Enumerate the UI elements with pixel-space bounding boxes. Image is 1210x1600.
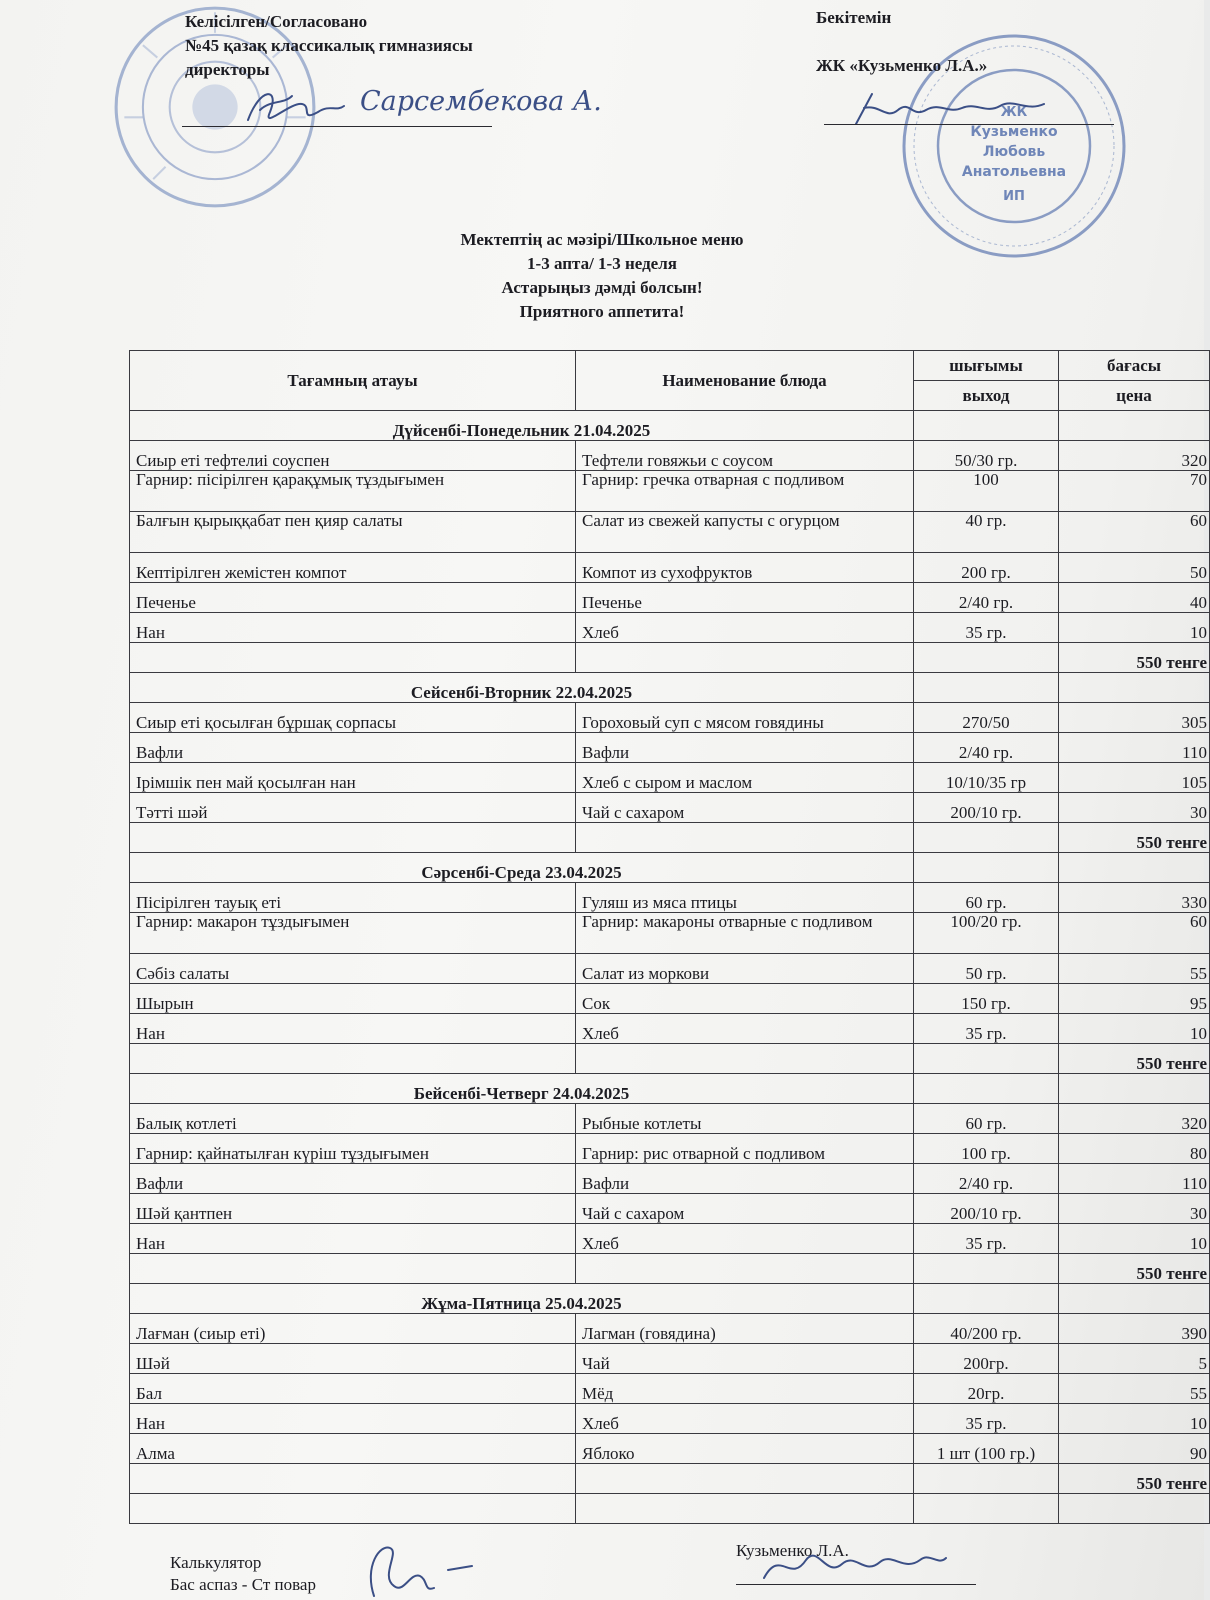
empty-cell bbox=[914, 1284, 1059, 1314]
menu-item-row bbox=[130, 471, 1210, 512]
approval-right-line2: ЖК «Кузьменко Л.А.» bbox=[816, 56, 988, 75]
dish-price: 55 bbox=[1059, 1374, 1210, 1404]
dish-yield: 100 bbox=[914, 471, 1059, 512]
empty-cell bbox=[1059, 1494, 1210, 1524]
dish-name-ru: Гарнир: рис отварной с подливом bbox=[576, 1134, 914, 1164]
menu-title: Мектептің ас мәзірі/Школьное меню bbox=[460, 230, 744, 249]
day-total: 550 тенге bbox=[1059, 1044, 1210, 1074]
dish-yield: 100/20 гр. bbox=[914, 913, 1059, 954]
dish-price: 30 bbox=[1059, 793, 1210, 823]
menu-item-row bbox=[130, 553, 1210, 583]
footer-role-calculator: Калькулятор bbox=[170, 1553, 262, 1572]
dish-price: 10 bbox=[1059, 1224, 1210, 1254]
header-price-ru: цена bbox=[1059, 381, 1210, 411]
dish-name-kz: Кептірілген жемістен компот bbox=[130, 553, 576, 583]
empty-cell bbox=[130, 1464, 576, 1494]
empty-cell bbox=[130, 1044, 576, 1074]
footer-left bbox=[170, 1552, 316, 1596]
menu-item-row bbox=[130, 954, 1210, 984]
empty-cell bbox=[576, 1494, 914, 1524]
empty-cell bbox=[576, 1464, 914, 1494]
header-name-ru: Наименование блюда bbox=[576, 351, 914, 411]
empty-row bbox=[130, 1494, 1210, 1524]
dish-yield: 40 гр. bbox=[914, 512, 1059, 553]
dish-price: 90 bbox=[1059, 1434, 1210, 1464]
dish-name-kz: Нан bbox=[130, 1014, 576, 1044]
day-title: Бейсенбі-Четверг 24.04.2025 bbox=[130, 1074, 914, 1104]
menu-item-row bbox=[130, 1194, 1210, 1224]
dish-yield: 200/10 гр. bbox=[914, 793, 1059, 823]
menu-item-row bbox=[130, 733, 1210, 763]
dish-name-ru: Тефтели говяжьи с соусом bbox=[576, 441, 914, 471]
dish-name-kz: Ірімшік пен май қосылған нан bbox=[130, 763, 576, 793]
dish-name-kz: Печенье bbox=[130, 583, 576, 613]
day-total-row bbox=[130, 823, 1210, 853]
dish-yield: 60 гр. bbox=[914, 883, 1059, 913]
menu-item-row bbox=[130, 583, 1210, 613]
dish-name-ru: Хлеб bbox=[576, 1014, 914, 1044]
dish-name-kz: Вафли bbox=[130, 1164, 576, 1194]
menu-table bbox=[129, 350, 1210, 1524]
dish-yield: 200/10 гр. bbox=[914, 1194, 1059, 1224]
menu-item-row bbox=[130, 1374, 1210, 1404]
menu-item-row bbox=[130, 1134, 1210, 1164]
menu-item-row bbox=[130, 1314, 1210, 1344]
approval-left-line2: №45 қазақ классикалық гимназиясы bbox=[185, 36, 473, 55]
day-total: 550 тенге bbox=[1059, 1254, 1210, 1284]
day-header-row bbox=[130, 1284, 1210, 1314]
dish-price: 55 bbox=[1059, 954, 1210, 984]
empty-cell bbox=[1059, 673, 1210, 703]
day-total-row bbox=[130, 1254, 1210, 1284]
dish-yield: 2/40 гр. bbox=[914, 583, 1059, 613]
day-total-row bbox=[130, 1044, 1210, 1074]
dish-name-ru: Гарнир: макароны отварные с подливом bbox=[576, 913, 914, 954]
dish-name-ru: Рыбные котлеты bbox=[576, 1104, 914, 1134]
dish-price: 70 bbox=[1059, 471, 1210, 512]
table-header-row bbox=[130, 351, 1210, 381]
empty-cell bbox=[914, 1494, 1059, 1524]
dish-price: 10 bbox=[1059, 613, 1210, 643]
dish-price: 110 bbox=[1059, 1164, 1210, 1194]
dish-price: 320 bbox=[1059, 441, 1210, 471]
dish-name-kz: Нан bbox=[130, 1224, 576, 1254]
dish-yield: 60 гр. bbox=[914, 1104, 1059, 1134]
director-signature-name: Сарсембекова А. bbox=[360, 86, 602, 117]
menu-item-row bbox=[130, 1434, 1210, 1464]
empty-cell bbox=[576, 1254, 914, 1284]
director-signature-line bbox=[182, 126, 492, 127]
dish-name-ru: Гороховый суп с мясом говядины bbox=[576, 703, 914, 733]
dish-name-ru: Гуляш из мяса птицы bbox=[576, 883, 914, 913]
footer-right-name: Кузьменко Л.А. bbox=[736, 1541, 849, 1560]
dish-name-ru: Мёд bbox=[576, 1374, 914, 1404]
empty-cell bbox=[1059, 411, 1210, 441]
empty-cell bbox=[914, 643, 1059, 673]
empty-cell bbox=[914, 1074, 1059, 1104]
dish-name-ru: Салат из моркови bbox=[576, 954, 914, 984]
dish-price: 60 bbox=[1059, 512, 1210, 553]
approval-right-line1: Бекітемін bbox=[816, 8, 892, 27]
dish-name-ru: Хлеб bbox=[576, 1224, 914, 1254]
empty-cell bbox=[914, 823, 1059, 853]
ip-signature bbox=[850, 84, 1050, 136]
dish-name-ru: Чай с сахаром bbox=[576, 793, 914, 823]
empty-cell bbox=[576, 823, 914, 853]
day-header-row bbox=[130, 1074, 1210, 1104]
header-name-kz: Тағамның атауы bbox=[130, 351, 576, 411]
dish-yield: 200гр. bbox=[914, 1344, 1059, 1374]
dish-price: 320 bbox=[1059, 1104, 1210, 1134]
dish-name-ru: Хлеб bbox=[576, 1404, 914, 1434]
dish-name-kz: Балғын қырыққабат пен қияр салаты bbox=[130, 512, 576, 553]
empty-cell bbox=[1059, 1074, 1210, 1104]
footer-right-signature-line bbox=[736, 1584, 976, 1585]
dish-name-kz: Пісірілген тауық еті bbox=[130, 883, 576, 913]
dish-price: 50 bbox=[1059, 553, 1210, 583]
dish-name-ru: Чай с сахаром bbox=[576, 1194, 914, 1224]
day-title: Сейсенбі-Вторник 22.04.2025 bbox=[130, 673, 914, 703]
dish-name-kz: Алма bbox=[130, 1434, 576, 1464]
dish-name-ru: Чай bbox=[576, 1344, 914, 1374]
dish-yield: 2/40 гр. bbox=[914, 733, 1059, 763]
stamp-text-patronymic: Анатольевна bbox=[961, 164, 1067, 180]
empty-cell bbox=[576, 643, 914, 673]
dish-name-ru: Хлеб с сыром и маслом bbox=[576, 763, 914, 793]
dish-yield: 50 гр. bbox=[914, 954, 1059, 984]
approval-right bbox=[816, 6, 987, 78]
dish-name-ru: Хлеб bbox=[576, 613, 914, 643]
dish-yield: 2/40 гр. bbox=[914, 1164, 1059, 1194]
empty-cell bbox=[576, 1044, 914, 1074]
dish-name-ru: Вафли bbox=[576, 733, 914, 763]
dish-name-ru: Печенье bbox=[576, 583, 914, 613]
ip-signature-line bbox=[824, 124, 1114, 125]
header-price-kz: бағасы bbox=[1059, 351, 1210, 381]
empty-cell bbox=[914, 853, 1059, 883]
menu-wish-ru: Приятного аппетита! bbox=[519, 302, 685, 321]
day-total-row bbox=[130, 1464, 1210, 1494]
day-title: Жұма-Пятница 25.04.2025 bbox=[130, 1284, 914, 1314]
dish-yield: 50/30 гр. bbox=[914, 441, 1059, 471]
dish-yield: 40/200 гр. bbox=[914, 1314, 1059, 1344]
dish-yield: 100 гр. bbox=[914, 1134, 1059, 1164]
dish-yield: 1 шт (100 гр.) bbox=[914, 1434, 1059, 1464]
menu-item-row bbox=[130, 1014, 1210, 1044]
stamp-text-first-name: Любовь bbox=[982, 144, 1046, 160]
day-title: Дүйсенбі-Понедельник 21.04.2025 bbox=[130, 411, 914, 441]
dish-price: 330 bbox=[1059, 883, 1210, 913]
dish-name-kz: Лағман (сиыр еті) bbox=[130, 1314, 576, 1344]
dish-name-ru: Яблоко bbox=[576, 1434, 914, 1464]
menu-item-row bbox=[130, 984, 1210, 1014]
header-yield-kz: шығымы bbox=[914, 351, 1059, 381]
menu-week: 1-3 апта/ 1-3 неделя bbox=[527, 254, 677, 273]
empty-cell bbox=[914, 673, 1059, 703]
dish-name-ru: Вафли bbox=[576, 1164, 914, 1194]
menu-item-row bbox=[130, 1164, 1210, 1194]
stamp-text-ip: ИП bbox=[1003, 189, 1025, 204]
empty-cell bbox=[914, 1254, 1059, 1284]
dish-name-ru: Салат из свежей капусты с огурцом bbox=[576, 512, 914, 553]
dish-price: 390 bbox=[1059, 1314, 1210, 1344]
approval-left-line3: директоры bbox=[185, 60, 270, 79]
menu-title-block bbox=[0, 228, 1204, 324]
menu-item-row bbox=[130, 703, 1210, 733]
day-total-row bbox=[130, 643, 1210, 673]
stamp-text-surname: Кузьменко bbox=[970, 124, 1058, 140]
dish-name-kz: Тәтті шәй bbox=[130, 793, 576, 823]
day-header-row bbox=[130, 853, 1210, 883]
dish-name-kz: Сиыр еті тефтелиі соуспен bbox=[130, 441, 576, 471]
dish-price: 80 bbox=[1059, 1134, 1210, 1164]
empty-cell bbox=[1059, 1284, 1210, 1314]
menu-item-row bbox=[130, 1344, 1210, 1374]
menu-item-row bbox=[130, 613, 1210, 643]
dish-price: 105 bbox=[1059, 763, 1210, 793]
empty-cell bbox=[914, 1464, 1059, 1494]
dish-name-kz: Балық котлеті bbox=[130, 1104, 576, 1134]
stamp-text-zhk: ЖК bbox=[1000, 105, 1028, 120]
dish-name-kz: Шәй bbox=[130, 1344, 576, 1374]
empty-cell bbox=[130, 1494, 576, 1524]
dish-yield: 35 гр. bbox=[914, 1014, 1059, 1044]
dish-name-kz: Гарнир: қайнатылған күріш тұздығымен bbox=[130, 1134, 576, 1164]
day-title: Сәрсенбі-Среда 23.04.2025 bbox=[130, 853, 914, 883]
menu-item-row bbox=[130, 1104, 1210, 1134]
empty-cell bbox=[130, 643, 576, 673]
dish-name-kz: Сәбіз салаты bbox=[130, 954, 576, 984]
dish-name-kz: Нан bbox=[130, 613, 576, 643]
day-total: 550 тенге bbox=[1059, 1464, 1210, 1494]
dish-price: 5 bbox=[1059, 1344, 1210, 1374]
day-total: 550 тенге bbox=[1059, 643, 1210, 673]
dish-price: 10 bbox=[1059, 1014, 1210, 1044]
menu-item-row bbox=[130, 1224, 1210, 1254]
menu-wish-kz: Астарыңыз дәмді болсын! bbox=[501, 278, 703, 297]
empty-cell bbox=[914, 1044, 1059, 1074]
dish-price: 110 bbox=[1059, 733, 1210, 763]
footer-role-cook: Бас аспаз - Ст повар bbox=[170, 1575, 316, 1594]
empty-cell bbox=[1059, 853, 1210, 883]
dish-name-kz: Вафли bbox=[130, 733, 576, 763]
approval-left-line1: Келісілген/Согласовано bbox=[185, 12, 368, 31]
menu-item-row bbox=[130, 883, 1210, 913]
dish-name-ru: Компот из сухофруктов bbox=[576, 553, 914, 583]
dish-yield: 10/10/35 гр bbox=[914, 763, 1059, 793]
dish-yield: 35 гр. bbox=[914, 1404, 1059, 1434]
dish-price: 10 bbox=[1059, 1404, 1210, 1434]
menu-item-row bbox=[130, 913, 1210, 954]
day-total: 550 тенге bbox=[1059, 823, 1210, 853]
dish-name-kz: Нан bbox=[130, 1404, 576, 1434]
menu-item-row bbox=[130, 512, 1210, 553]
empty-cell bbox=[130, 1254, 576, 1284]
dish-yield: 270/50 bbox=[914, 703, 1059, 733]
dish-price: 95 bbox=[1059, 984, 1210, 1014]
dish-name-kz: Сиыр еті қосылған бұршақ сорпасы bbox=[130, 703, 576, 733]
dish-yield: 20гр. bbox=[914, 1374, 1059, 1404]
dish-name-ru: Лагман (говядина) bbox=[576, 1314, 914, 1344]
dish-price: 305 bbox=[1059, 703, 1210, 733]
dish-price: 40 bbox=[1059, 583, 1210, 613]
dish-name-kz: Гарнир: пісірілген қарақұмық тұздығымен bbox=[130, 471, 576, 512]
director-signature bbox=[240, 82, 350, 132]
day-header-row bbox=[130, 673, 1210, 703]
header-yield-ru: выход bbox=[914, 381, 1059, 411]
dish-name-kz: Бал bbox=[130, 1374, 576, 1404]
menu-item-row bbox=[130, 441, 1210, 471]
dish-price: 30 bbox=[1059, 1194, 1210, 1224]
dish-name-kz: Шырын bbox=[130, 984, 576, 1014]
day-header-row bbox=[130, 411, 1210, 441]
dish-name-ru: Гарнир: гречка отварная с подливом bbox=[576, 471, 914, 512]
empty-cell bbox=[914, 411, 1059, 441]
footer-right-signature bbox=[760, 1538, 950, 1588]
menu-item-row bbox=[130, 1404, 1210, 1434]
dish-yield: 35 гр. bbox=[914, 1224, 1059, 1254]
dish-yield: 150 гр. bbox=[914, 984, 1059, 1014]
dish-yield: 200 гр. bbox=[914, 553, 1059, 583]
dish-name-kz: Гарнир: макарон тұздығымен bbox=[130, 913, 576, 954]
dish-yield: 35 гр. bbox=[914, 613, 1059, 643]
dish-name-kz: Шәй қантпен bbox=[130, 1194, 576, 1224]
menu-item-row bbox=[130, 793, 1210, 823]
dish-name-ru: Сок bbox=[576, 984, 914, 1014]
empty-cell bbox=[130, 823, 576, 853]
menu-item-row bbox=[130, 763, 1210, 793]
cook-signature bbox=[350, 1536, 480, 1600]
dish-price: 60 bbox=[1059, 913, 1210, 954]
approval-left bbox=[185, 10, 473, 82]
